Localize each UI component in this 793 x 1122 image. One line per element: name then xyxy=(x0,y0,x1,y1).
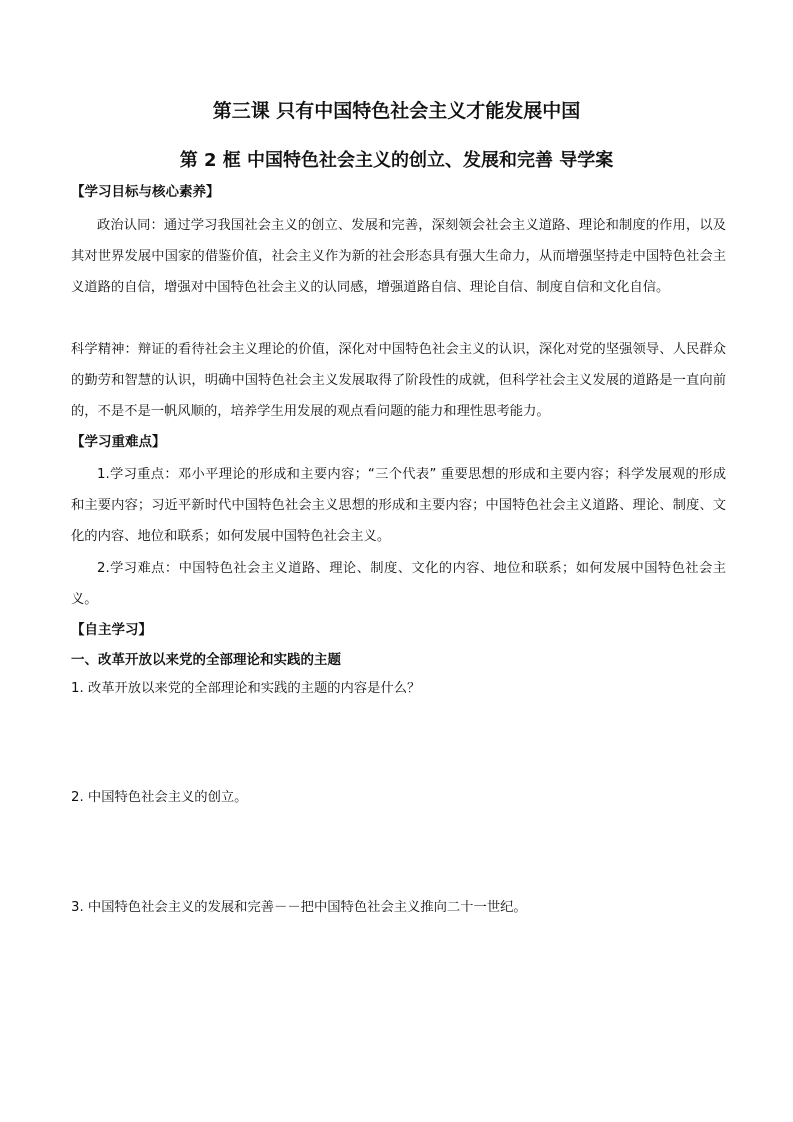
question-3: 3. 中国特色社会主义的发展和完善－－把中国特色社会主义推向二十一世纪。 xyxy=(71,900,527,915)
lesson-subtitle: 第 2 框 中国特色社会主义的创立、发展和完善 导学案 xyxy=(179,150,614,171)
selfstudy-heading: 【自主学习】 xyxy=(71,622,152,638)
keypoints-difficulty-paragraph: 2.学习难点：中国特色社会主义道路、理论、制度、文化的内容、地位和联系；如何发展中国特色社会主义。 xyxy=(71,561,726,607)
goals-science-paragraph: 科学精神：辩证的看待社会主义理论的价值，深化对中国特色社会主义的认识，深化对党的坚强领导、人民群众的勤劳和智慧的认识，明确中国特色社会主义发展取得了阶段性的成就，但科学社会主义发展的道路是一直向前的，不是不是一帆风顺的，培养学生用发展的观点看问题的能力和理性思考能力。 xyxy=(71,342,726,419)
lesson-title: 第三课 只有中国特色社会主义才能发展中国 xyxy=(212,100,581,122)
goals-political-paragraph: 政治认同：通过学习我国社会主义的创立、发展和完善，深刻领会社会主义道路、理论和制度的作用，以及其对世界发展中国家的借鉴价值，社会主义作为新的社会形态具有强大生命力，从而增强坚持走中国特色社会主义道路的自信，增强对中国特色社会主义的认同感，增强道路自信、理论自信、制度自信和文化自信。 xyxy=(71,218,726,295)
keypoints-heading: 【学习重难点】 xyxy=(71,434,166,450)
question-2: 2. 中国特色社会主义的创立。 xyxy=(71,790,248,805)
goals-heading: 【学习目标与核心素养】 xyxy=(71,184,220,200)
question-1: 1. 改革开放以来党的全部理论和实践的主题的内容是什么？ xyxy=(71,681,421,696)
section-one-heading: 一、改革开放以来党的全部理论和实践的主题 xyxy=(71,652,341,668)
keypoints-focus-paragraph: 1.学习重点：邓小平理论的形成和主要内容；“三个代表” 重要思想的形成和主要内容；科学发展观的形成和主要内容；习近平新时代中国特色社会主义思想的形成和主要内容；中国特色社会主义道路、理论、制度、文化的内容、地位和联系；如何发展中国特色社会主义。 xyxy=(71,467,726,544)
